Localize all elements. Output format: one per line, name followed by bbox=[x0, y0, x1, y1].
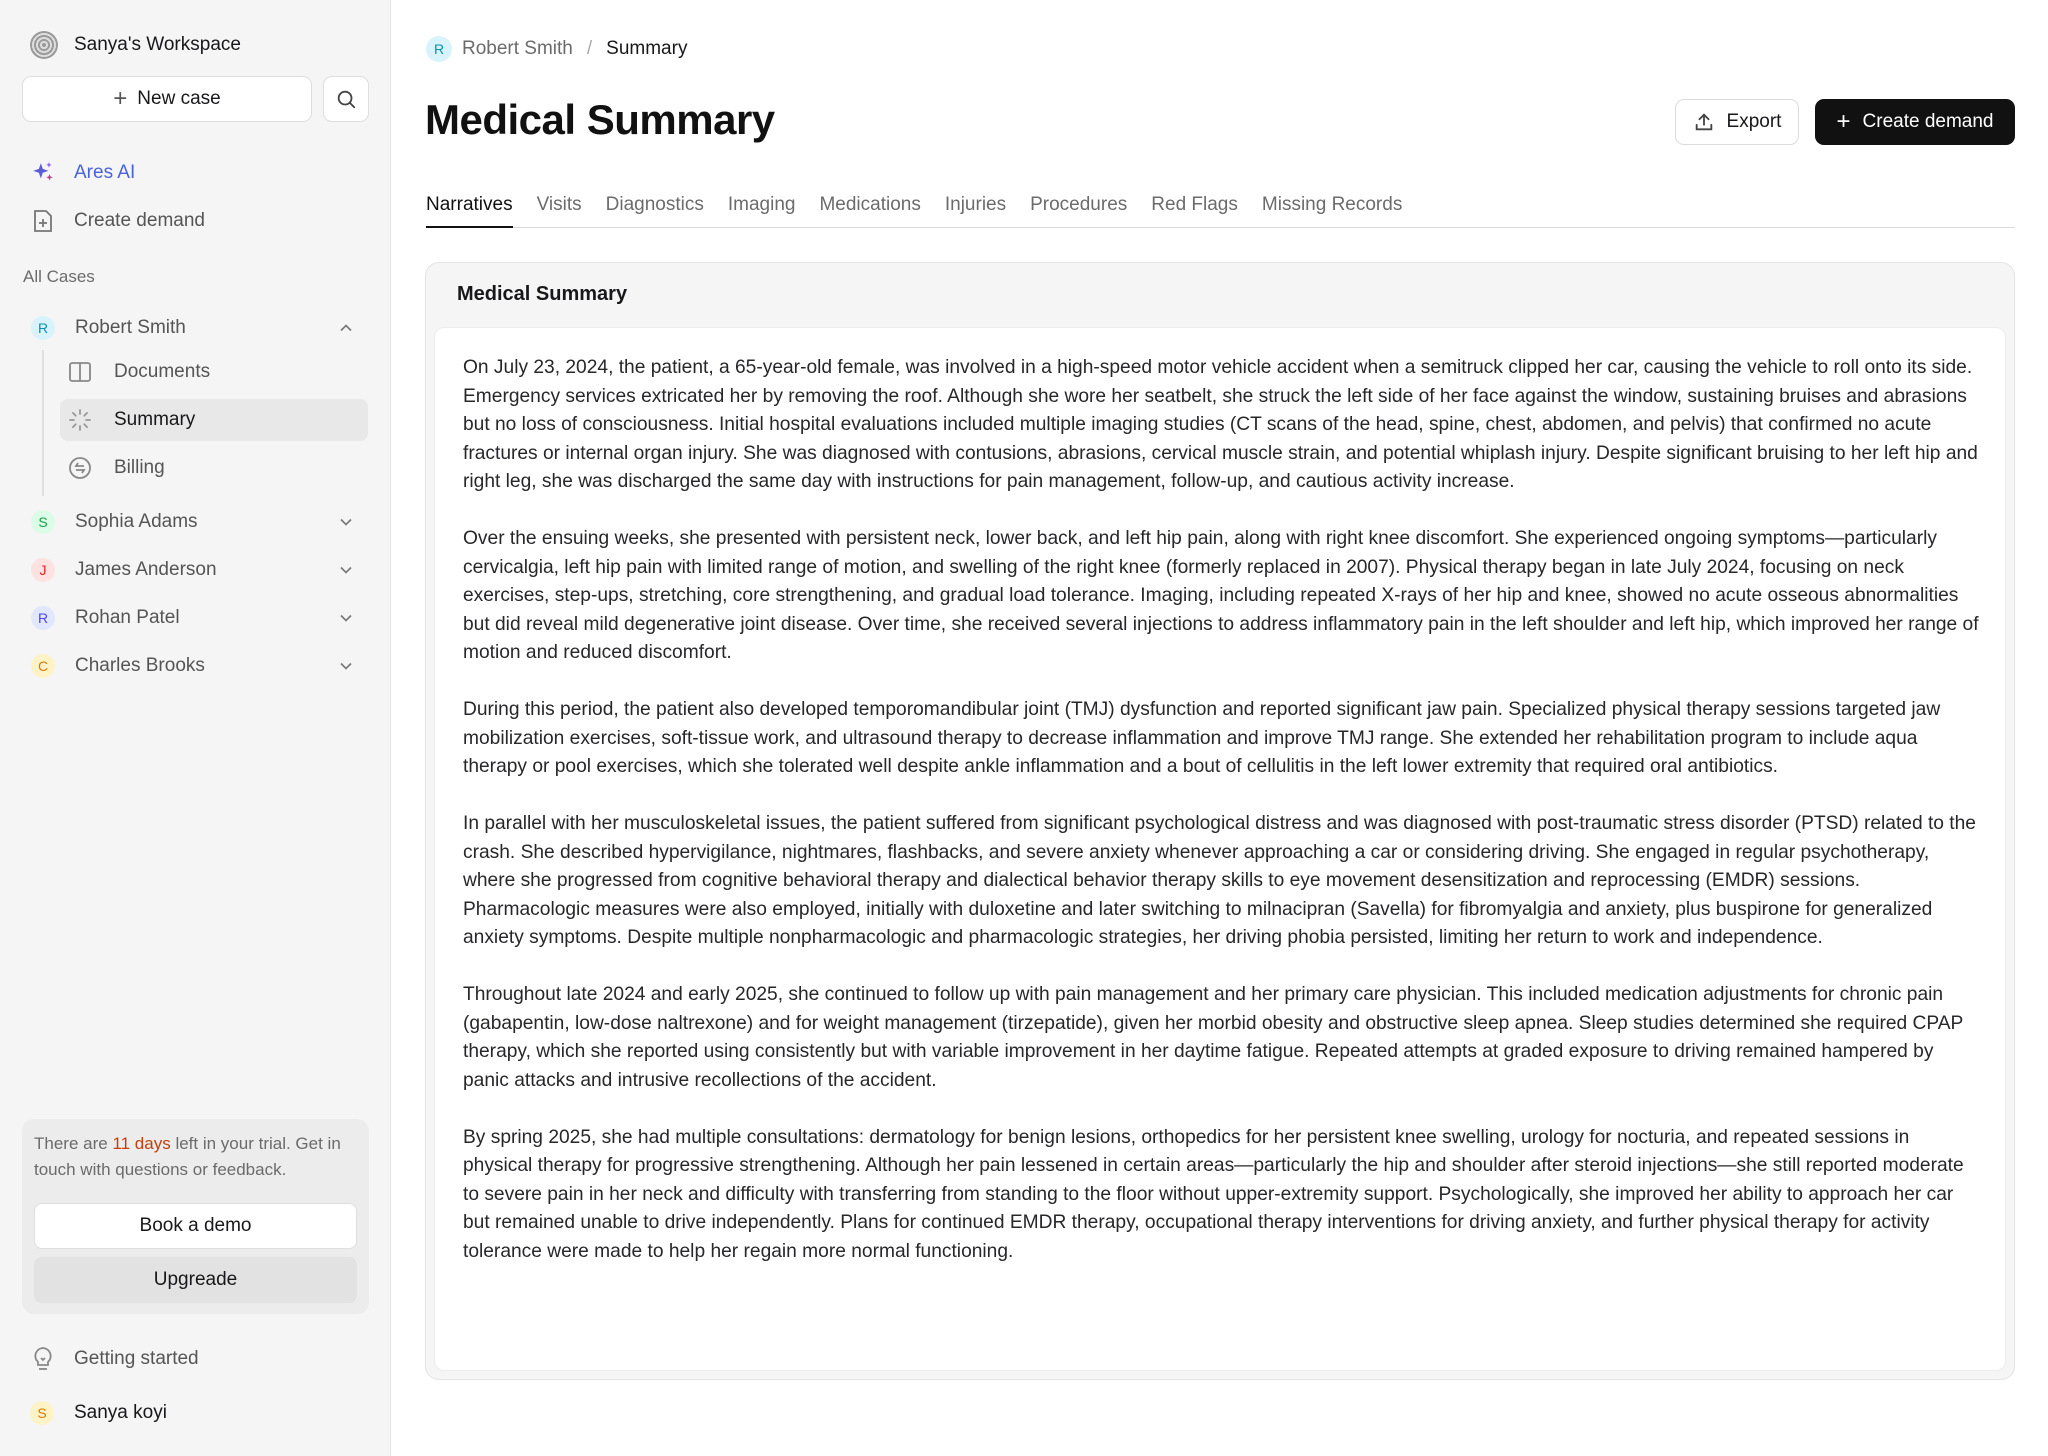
plus-icon: + bbox=[1836, 108, 1851, 135]
chevron-down-icon[interactable] bbox=[336, 560, 356, 580]
breadcrumb-separator: / bbox=[586, 38, 593, 59]
upgrade-button[interactable]: Upgreade bbox=[34, 1257, 357, 1303]
case-nav-summary[interactable] bbox=[60, 399, 368, 441]
create-demand-button[interactable] bbox=[1815, 99, 2015, 145]
upload-icon bbox=[1693, 111, 1715, 133]
sparkles-icon bbox=[30, 160, 56, 186]
chevron-up-icon[interactable] bbox=[336, 318, 356, 338]
create-demand-label: Create demand bbox=[1862, 111, 1994, 132]
case-rohan-patel[interactable] bbox=[22, 598, 368, 638]
case-charles-brooks[interactable] bbox=[22, 646, 368, 686]
case-nav-billing[interactable] bbox=[60, 447, 368, 489]
breadcrumb bbox=[426, 34, 687, 64]
search-button[interactable] bbox=[323, 76, 369, 122]
summary-label: Summary bbox=[114, 409, 196, 430]
tab-missing-records[interactable]: Missing Records bbox=[1261, 194, 1403, 215]
summary-paragraph: By spring 2025, she had multiple consultations: dermatology for benign lesions, orthopedics for her persistent knee swelling, urology for nocturia, and repeated sessions in physical therapy for progressive strengthening. Although her pain lessened in certain areas—particularly the hip and shoulder after steroid injections—she still reported moderate to severe pain in her neck and difficulty with transferring from standing to the floor without upper-extremity support. Psychologically, she improved her ability to approach her car but remained unable to drive independently. Plans for continued EMDR therapy, occupational therapy interventions for driving anxiety, and further physical therapy for activity tolerance were made to help her regain more normal functioning. bbox=[463, 1126, 1964, 1262]
documents-label: Documents bbox=[114, 361, 211, 382]
case-james-anderson[interactable] bbox=[22, 550, 368, 590]
book-demo-button[interactable]: Book a demo bbox=[34, 1203, 357, 1249]
trial-days: 11 days bbox=[112, 1134, 171, 1153]
nav-create-demand-label: Create demand bbox=[74, 210, 205, 231]
trial-banner bbox=[22, 1119, 369, 1314]
tab-diagnostics[interactable]: Diagnostics bbox=[605, 194, 704, 215]
trial-text-after: left in your trial. Get in touch with questions or feedback. bbox=[34, 1134, 341, 1179]
case-name: Robert Smith bbox=[75, 317, 186, 338]
tree-line bbox=[42, 350, 44, 496]
avatar: S bbox=[31, 510, 55, 534]
workspace-logo-icon bbox=[30, 31, 58, 59]
summary-paragraph: In parallel with her musculoskeletal issues, the patient suffered from significant psychological distress and was diagnosed with post-traumatic stress disorder (PTSD) related to the crash. She described hypervigilance, nightmares, flashbacks, and severe anxiety whenever approaching a car or considering driving. She engaged in regular psychotherapy, where she progressed from cognitive behavioral therapy and dialectical behavior therapy skills to eye movement desensitization and reprocessing (EMDR) sessions. Pharmacologic measures were also employed, initially with duloxetine and later switching to milnacipran (Savella) for fibromyalgia and anxiety, plus buspirone for generalized anxiety symptoms. Despite multiple nonpharmacologic and pharmacologic strategies, her driving phobia persisted, limiting her return to work and independence. bbox=[463, 813, 1976, 948]
breadcrumb-person-link[interactable]: Robert Smith bbox=[462, 38, 573, 59]
avatar: R bbox=[31, 606, 55, 630]
case-name: James Anderson bbox=[75, 559, 217, 580]
avatar: R bbox=[426, 36, 452, 62]
avatar: J bbox=[31, 558, 55, 582]
new-case-button[interactable] bbox=[22, 76, 312, 122]
billing-icon bbox=[68, 456, 92, 480]
search-icon bbox=[335, 88, 357, 110]
tab-red-flags[interactable]: Red Flags bbox=[1151, 194, 1238, 215]
getting-started-link[interactable] bbox=[30, 1344, 199, 1374]
user-name: Sanya koyi bbox=[74, 1402, 167, 1423]
workspace-switcher[interactable] bbox=[30, 30, 241, 60]
chevron-down-icon[interactable] bbox=[336, 608, 356, 628]
sidebar bbox=[0, 0, 391, 1456]
page-title: Medical Summary bbox=[425, 96, 775, 143]
lightbulb-icon bbox=[30, 1346, 56, 1372]
export-button[interactable] bbox=[1675, 99, 1799, 145]
all-cases-heading: All Cases bbox=[23, 267, 95, 286]
summary-paragraph: Throughout late 2024 and early 2025, she continued to follow up with pain management and her primary care physician. This included medication adjustments for chronic pain (gabapentin, low-dose naltrexone) and for weight management (tirzepatide), given her morbid obesity and obstructive sleep apnea. Sleep studies determined she required CPAP therapy, which she reported using consistently but with variable improvement in her daytime fatigue. Repeated attempts at graded exposure to driving remained hampered by panic attacks and intrusive recollections of the accident. bbox=[463, 984, 1963, 1091]
nav-ares-ai-label: Ares AI bbox=[74, 162, 136, 183]
file-plus-icon bbox=[30, 208, 56, 234]
card-title: Medical Summary bbox=[457, 283, 628, 305]
breadcrumb-current: Summary bbox=[606, 38, 688, 59]
avatar: R bbox=[31, 316, 55, 340]
book-icon bbox=[68, 360, 92, 384]
tab-bar bbox=[426, 190, 2015, 228]
tab-medications[interactable]: Medications bbox=[819, 194, 921, 215]
tab-visits[interactable]: Visits bbox=[536, 194, 582, 215]
case-name: Charles Brooks bbox=[75, 655, 205, 676]
avatar: C bbox=[31, 654, 55, 678]
summary-body bbox=[434, 327, 2006, 1371]
new-case-label: New case bbox=[137, 88, 221, 109]
avatar: S bbox=[30, 1401, 54, 1425]
user-menu[interactable] bbox=[30, 1398, 167, 1428]
nav-ares-ai[interactable] bbox=[30, 158, 135, 188]
tab-narratives[interactable]: Narratives bbox=[426, 190, 513, 228]
tab-injuries[interactable]: Injuries bbox=[944, 194, 1007, 215]
export-label: Export bbox=[1726, 111, 1782, 132]
summary-paragraph: During this period, the patient also developed temporomandibular joint (TMJ) dysfunction and reported significant jaw pain. Specialized physical therapy sessions targeted jaw mobilization exercises, soft-tissue work, and ultrasound therapy to decrease inflammation and improve TMJ range. She extended her rehabilitation program to include aqua therapy or pool exercises, which she tolerated well despite ankle inflammation and a bout of cellulitis in the left lower extremity that required oral antibiotics. bbox=[463, 699, 1941, 777]
tab-imaging[interactable]: Imaging bbox=[727, 194, 796, 215]
nav-create-demand[interactable] bbox=[30, 206, 205, 236]
case-name: Sophia Adams bbox=[75, 511, 198, 532]
spinner-icon bbox=[68, 408, 92, 432]
case-nav-documents[interactable] bbox=[60, 351, 368, 393]
getting-started-label: Getting started bbox=[74, 1348, 199, 1369]
summary-paragraph: On July 23, 2024, the patient, a 65-year-old female, was involved in a high-speed motor vehicle accident when a semitruck clipped her car, causing the vehicle to roll onto its side. Emergency services extricated her by removing the roof. Although she wore her seatbelt, she struck the left side of her face against the window, sustaining bruises and abrasions but no loss of consciousness. Initial hospital evaluations included multiple imaging studies (CT scans of the head, spine, chest, abdomen, and pelvis) that confirmed no acute fractures or internal organ injury. She was diagnosed with contusions, abrasions, cervical muscle strain, and potential whiplash injury. Despite significant bruising to her left hip and right leg, she was discharged the same day with instructions for pain management, follow-up, and cautious activity increase. bbox=[463, 357, 1978, 492]
case-name: Rohan Patel bbox=[75, 607, 180, 628]
medical-summary-card bbox=[425, 262, 2015, 1380]
workspace-name: Sanya's Workspace bbox=[74, 34, 241, 55]
billing-label: Billing bbox=[114, 457, 165, 478]
main-content bbox=[392, 0, 2048, 1456]
plus-icon: + bbox=[113, 85, 128, 112]
tab-procedures[interactable]: Procedures bbox=[1030, 194, 1128, 215]
case-sophia-adams[interactable] bbox=[22, 502, 368, 542]
chevron-down-icon[interactable] bbox=[336, 656, 356, 676]
chevron-down-icon[interactable] bbox=[336, 512, 356, 532]
trial-text-before: There are bbox=[34, 1134, 113, 1153]
summary-paragraph: Over the ensuing weeks, she presented with persistent neck, lower back, and left hip pain, along with right knee discomfort. She experienced ongoing symptoms—particularly cervicalgia, left hip pain with limited range of motion, and swelling of the right knee (formerly replaced in 2007). Physical therapy began in late July 2024, focusing on neck exercises, step-ups, stretching, core strengthening, and gradual load tolerance. Imaging, including repeated X-rays of her hip and knee, showed no acute osseous abnormalities but did reveal mild degenerative joint disease. Over time, she received several injections to address inflammatory pain in the left shoulder and left hip, which improved her range of motion and reduced discomfort. bbox=[463, 528, 1979, 663]
case-robert-smith[interactable] bbox=[22, 308, 368, 348]
trial-message bbox=[34, 1131, 357, 1183]
